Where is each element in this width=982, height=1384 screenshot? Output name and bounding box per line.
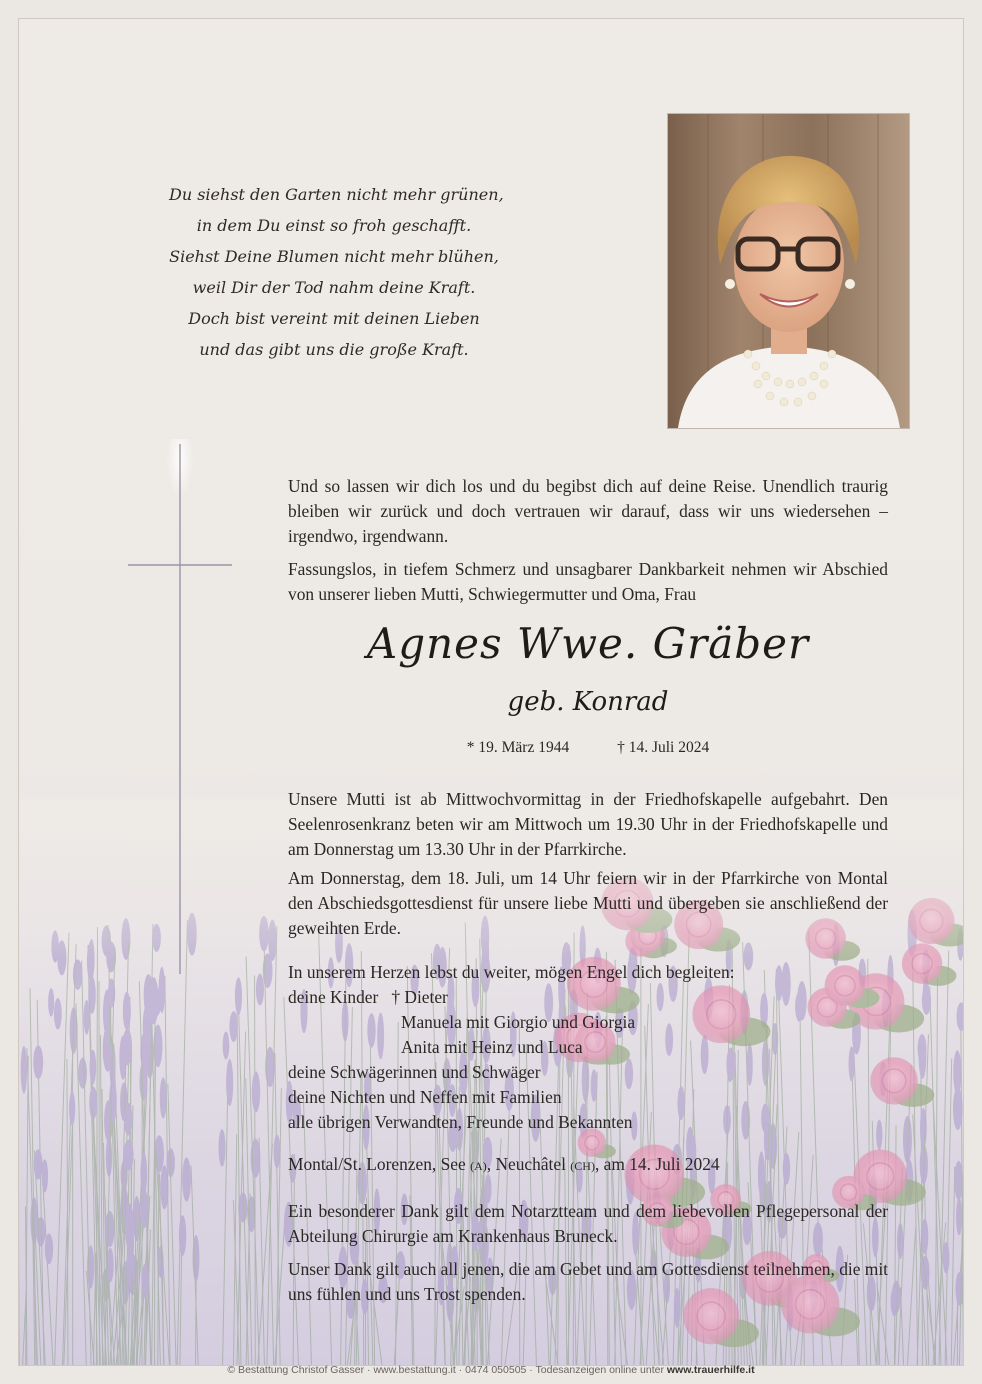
thanks-paragraph: [288, 1257, 888, 1307]
poem-line: Du siehst den Garten nicht mehr grünen,: [169, 185, 504, 204]
country-code: (CH): [570, 1159, 595, 1173]
place-text: , Neuchâtel: [486, 1154, 571, 1174]
farewell-text: Und so lassen wir dich los und du begibst dich auf deine Reise. Unendlich traurig bleiben wir zurück und doch vertrauen wir darauf, dass wir uns wiedersehen – irgendwo, irgendwann.: [288, 476, 888, 546]
mourners-heading: In unserem Herzen lebst du weiter, mögen Engel dich begleiten:: [288, 962, 735, 982]
mourners-list: [288, 960, 888, 1135]
mourners-children: [288, 985, 888, 1010]
poem-line: Siehst Deine Blumen nicht mehr blühen,: [169, 247, 499, 266]
thanks-text: Unser Dank gilt auch all jenen, die am Gebet und am Gottesdienst teilnehmen, die mit uns fühlen und uns Trost spenden.: [288, 1259, 888, 1304]
life-dates: [288, 739, 888, 757]
date-text: , am 14. Juli 2024: [594, 1154, 720, 1174]
obituary-card: [18, 18, 964, 1366]
footer-link[interactable]: www.trauerhilfe.it: [666, 1364, 755, 1376]
birth-date: * 19. März 1944: [466, 739, 570, 756]
wake-info-text: Unsere Mutti ist ab Mittwochvormittag in der Friedhofskapelle aufgebahrt. Den Seelenrosenkranz beten wir am Mittwoch um 19.30 Uhr in der Friedhofskapelle und am Donnerstag um 13.30 Uhr in der Pfarrkirche.: [288, 789, 888, 859]
announcement-paragraph: [288, 557, 888, 607]
cross-icon: [124, 439, 239, 979]
poem-line: weil Dir der Tod nahm deine Kraft.: [192, 278, 476, 297]
children-label: deine Kinder: [288, 987, 379, 1007]
funeral-info-paragraph: [288, 866, 888, 941]
deceased-name: Agnes Wwe. Gräber: [366, 619, 810, 668]
farewell-paragraph: [288, 474, 888, 549]
place-and-date: [288, 1152, 888, 1179]
portrait-photo: [668, 114, 909, 428]
poem-line: Doch bist vereint mit deinen Lieben: [188, 309, 480, 328]
birth-name: geb. Konrad: [507, 687, 669, 717]
mourners-line: deine Schwägerinnen und Schwäger: [288, 1062, 541, 1082]
announcement-text: Fassungslos, in tiefem Schmerz und unsagbarer Dankbarkeit nehmen wir Abschied von unserer lieben Mutti, Schwiegermutter und Oma, Frau: [288, 559, 888, 604]
thanks-paragraph: [288, 1199, 888, 1249]
child-name: Anita mit Heinz und Luca: [401, 1037, 583, 1057]
poem-line: in dem Du einst so froh geschafft.: [196, 216, 472, 235]
child-name: † Dieter: [391, 987, 448, 1007]
thanks-text: Ein besonderer Dank gilt dem Notarztteam und dem liebevollen Pflegepersonal der Abteilung Chirurgie am Krankenhaus Bruneck.: [288, 1201, 888, 1246]
poem: [169, 179, 504, 365]
child-name: Manuela mit Giorgio und Giorgia: [401, 1012, 636, 1032]
wake-info-paragraph: [288, 787, 888, 862]
footer: [0, 1364, 982, 1376]
footer-text: © Bestattung Christof Gasser · www.bestattung.it · 0474 050505 · Todesanzeigen online unter: [227, 1364, 667, 1376]
country-code: (A): [470, 1159, 487, 1173]
place-text: Montal/St. Lorenzen, See: [288, 1154, 471, 1174]
mourners-line: alle übrigen Verwandten, Freunde und Bekannten: [288, 1112, 633, 1132]
funeral-info-text: Am Donnerstag, dem 18. Juli, um 14 Uhr feiern wir in der Pfarrkirche von Montal den Abschiedsgottesdienst für unsere liebe Mutti und übergeben sie anschließend der geweihten Erde.: [288, 868, 888, 938]
poem-line: und das gibt uns die große Kraft.: [199, 340, 469, 359]
mourners-line: deine Nichten und Neffen mit Familien: [288, 1087, 562, 1107]
death-date: † 14. Juli 2024: [617, 739, 710, 756]
